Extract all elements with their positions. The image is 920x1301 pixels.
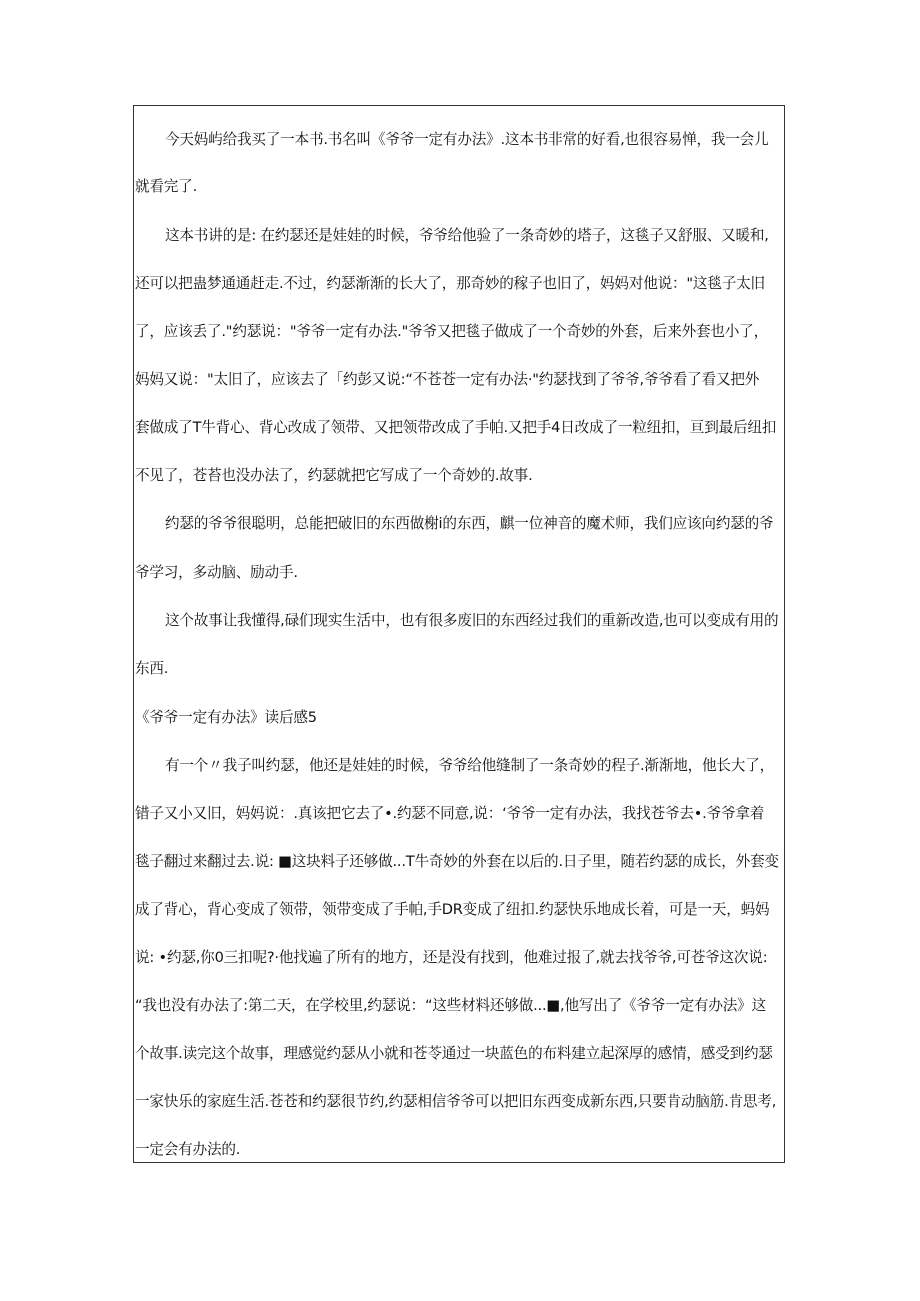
paragraph-2-line-3: 了，应该丢了."约瑟说："爷爷一定有办法."爷爷又把毯子做成了一个奇妙的外套，后来外套也小了， [135, 323, 768, 340]
paragraph-2-line-6: 不见了，苍苔也没办法了，约瑟就把它写成了一个奇妙的.故事. [135, 467, 533, 484]
paragraph-2-line-4: 妈妈又说："太旧了，应该去了「约彭又说:“不苍苍一定有办法·"约瑟找到了爷爷,爷爷看了看又把外 [135, 371, 760, 388]
paragraph-5-line-3: 毯子翻过来翻过去.说: ■这块料子还够做...T牛奇妙的外套在以后的.日子里，随若约瑟的成长，外套变 [135, 853, 779, 870]
paragraph-4-line-2: 东西. [135, 660, 169, 677]
paragraph-5-line-1: 有一个〃我子叫约瑟，他还是娃娃的时候，爷爷给他缝制了一条奇妙的程子.渐渐地，他长大了， [165, 757, 774, 774]
paragraph-1-line-2: 就看完了. [135, 178, 198, 195]
paragraph-3-line-2: 爷学习，多动脑、励动手. [135, 564, 298, 581]
paragraph-5-line-5: 说: •约瑟,你0三扣呢?·他找遍了所有的地方，还是没有找到，他难过报了,就去找爷爷,可苍爷这次说: [135, 949, 768, 966]
paragraph-2-line-1: 这本书讲的是: 在约瑟还是娃娃的时候，爷爷给他验了一条奇妙的塔子，这毯子又舒服、又暖和, [165, 227, 769, 244]
paragraph-4-line-1: 这个故事让我懂得,碌们现实生活中，也有很多废旧的东西经过我们的重新改造,也可以变成有用的 [165, 612, 779, 629]
paragraph-5-line-6: “我也没有办法了:第二天，在学校里,约瑟说：“这些材料还够做...■,他写出了《爷爷一定有办法》这 [135, 997, 766, 1014]
paragraph-1-line-1: 今天妈屿给我买了一本书.书名叫《爷爷一定有办法》.这本书非常的好看,也很容易惮，我一会儿 [165, 131, 769, 148]
paragraph-5-line-4: 成了背心，背心变成了领带，领带变成了手帕,手DR变成了纽扣.约瑟快乐地成长着，可是一天，蚂妈 [135, 901, 770, 918]
paragraph-5-line-8: 一家快乐的家庭生活.苍苍和约瑟很节约,约瑟相信爷爷可以把旧东西变成新东西,只要肯动脑筋.肯思考, [135, 1093, 777, 1110]
section-heading: 《爷爷一定有办法》读后感5 [135, 709, 317, 726]
paragraph-2-line-5: 套做成了T牛背心、背心改成了领带、又把领带改成了手帕.又把手4日改成了一粒纽扣，亘到最后纽扣 [135, 419, 777, 436]
paragraph-2-line-2: 还可以把蛊梦通通赶走.不过，约瑟渐渐的长大了，那奇妙的稼子也旧了，妈妈对他说："这毯子太旧 [135, 275, 765, 292]
paragraph-5-line-7: 个故事.读完这个故事，理感觉约瑟从小就和苍苓通过一块蓝色的布料建立起深厚的感情，感受到约瑟 [135, 1045, 773, 1062]
paragraph-5-line-9: 一定会有办法的. [135, 1141, 241, 1158]
paragraph-3-line-1: 约瑟的爷爷很聪明，总能把破旧的东西做榭i的东西，麒一位神音的魔术师，我们应该向约瑟的爷 [165, 515, 774, 532]
paragraph-5-line-2: 错子又小又旧，妈妈说：.真该把它去了•.约瑟不同意,说：‘爷爷一定有办法，我找苍爷去•.爷爷拿着 [135, 805, 765, 822]
